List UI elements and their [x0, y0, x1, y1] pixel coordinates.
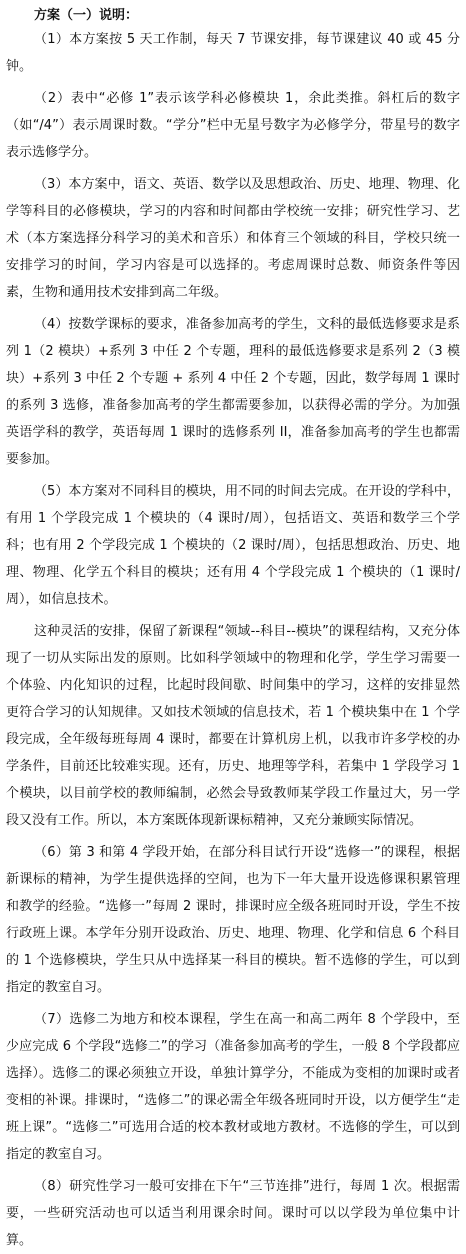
paragraph-6: （6）第 3 和第 4 学段开始，在部分科目试行开设“选修一”的课程，根据新课标的精神，为学生提供选择的空间，也为下一年大量开设选修课积累管理和教学的经验。“选修一”每周 2 课时，排课时应全级各班同时开设，学生不按行政班上课。本学年分别开设政治、历史、地理、物理、化学和信息 6 个科目的 1 个选修模块，学生只从中选择某一科目的模块。暂不选修的学生，可以到指定的教室自习。: [6, 845, 460, 995]
document-title: 方案（一）说明：: [34, 8, 139, 23]
paragraph-5-discussion: 这种灵活的安排，保留了新课程“领域--科目--模块”的课程结构，又充分体现了一切从实际出发的原则。比如科学领域中的物理和化学，学生学习需要一个体验、内化知识的过程，比起时段间歇、时间集中的学习，这样的安排显然更符合学习的认知规律。又如技术领域的信息技术，若 1 个模块集中在 1 个学段完成，全年级每班每周 4 课时，都要在计算机房上机，以我市许多学校的办学条件，目前还比较难实现。还有，历史、地理等学科，若集中 1 学段学习 1 个模块，以目前学校的教师编制，必然会导致教师某学段工作量过大，另一学段又没有工作。所以，本方案既体现新课标精神，又充分兼顾实际情况。: [6, 624, 460, 828]
paragraph-7: （7）选修二为地方和校本课程，学生在高一和高二两年 8 个学段中，至少应完成 6 个学段“选修二”的学习（准备参加高考的学生，一般 8 个学段都应选择）。选修二的课必须独立开设，单独计算学分，不能成为变相的加课时或者变相的补课。排课时，“选修二”的课必需全年级各班同时开设，以方便学生“走班上课”。“选修二”可选用合适的校本教材或地方教材。不选修的学生，可以到指定的教室自习。: [6, 1012, 460, 1162]
paragraph-1: （1）本方案按 5 天工作制，每天 7 节课安排，每节课建议 40 或 45 分钟。: [6, 32, 460, 74]
paragraph-2: （2）表中“必修 1”表示该学科必修模块 1，余此类推。斜杠后的数字（如“/4”）表示周课时数。“学分”栏中无星号数字为必修学分，带星号的数字表示选修学分。: [6, 91, 460, 160]
paragraph-4: （4）按数学课标的要求，准备参加高考的学生，文科的最低选修要求是系列 1（2 模块）+系列 3 中任 2 个专题，理科的最低选修要求是系列 2（3 模块）+系列 3 中任 2 个专题 + 系列 4 中任 2 个专题，因此，数学每周 1 课时的系列 3 选修，准备参加高考的学生都需要参加，以获得必需的学分。为加强英语学科的教学，英语每周 1 课时的选修系列 II，准备参加高考的学生也都需要参加。: [6, 317, 460, 467]
paragraph-8: （8）研究性学习一般可安排在下午“三节连排”进行，每周 1 次。根据需要，一些研究活动也可以适当利用课余时间。课时可以以学段为单位集中计算。: [6, 1179, 460, 1248]
paragraph-5: （5）本方案对不同科目的模块，用不同的时间去完成。在开设的学科中，有用 1 个学段完成 1 个模块的（4 课时/周），包括语文、英语和数学三个学科；也有用 2 个学段完成 1 个模块的（2 课时/周），包括思想政治、历史、地理、物理、化学五个科目的模块；还有用 4 个学段完成 1 个模块的（1 课时/周），如信息技术。: [6, 484, 460, 607]
paragraph-3: （3）本方案中，语文、英语、数学以及思想政治、历史、地理、物理、化学等科目的必修模块，学习的内容和时间都由学校统一安排；研究性学习、艺术（本方案选择分科学习的美术和音乐）和体育三个领域的科目，学校只统一安排学习的时间，学习内容是可以选择的。考虑周课时总数、师资条件等因素，生物和通用技术安排到高二年级。: [6, 177, 460, 300]
